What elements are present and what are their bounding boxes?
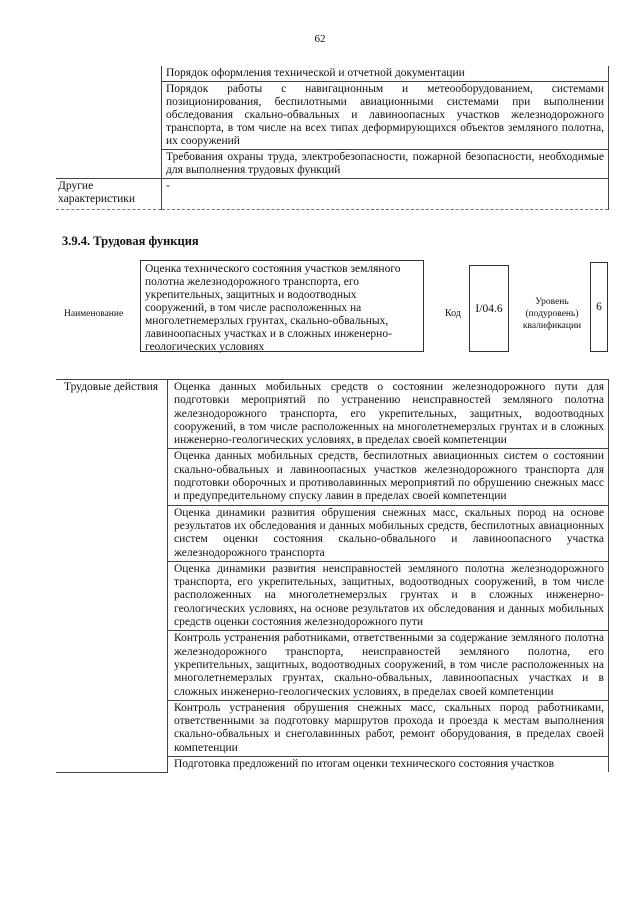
table-row — [56, 179, 609, 210]
labor-actions-label: Трудовые действия — [56, 380, 168, 773]
section-heading: 3.9.4. Трудовая функция — [62, 234, 199, 248]
labor-action-item: Оценка динамики развития неисправностей земляного полотна железнодорожного транспорта, его укрепительных, защитных, водоотводных сооружений, в том числе расположенных на многолетнемерзлых грунтах и в сложных инженерно-геологических условиях, на основе результатов их обследования и данных мобильных средств оценки состояния железнодорожного пути — [168, 561, 609, 630]
row-label — [56, 82, 162, 150]
other-characteristics-value: - — [162, 179, 609, 210]
table-row — [56, 82, 609, 150]
code-value: I/04.6 — [469, 265, 509, 352]
row-text: Порядок оформления технической и отчетной документации — [162, 66, 609, 82]
labor-action-item: Оценка данных мобильных средств, беспилотных авиационных систем о состоянии скально-обвальных и лавиноопасных участков железнодорожного транспорта для подготовки оборочных и противолавинных мероприятий по обрушению снежных масс и предупредительному спуску лавин в пределах своей компетенции — [168, 449, 609, 505]
other-characteristics-label: Другие характеристики — [56, 179, 162, 210]
page-number: 62 — [314, 33, 326, 45]
labor-actions-table — [56, 379, 609, 773]
code-label: Код — [445, 308, 461, 319]
labor-action-item: Оценка динамики развития обрушения снежных масс, скальных пород на основе результатов их обследования и данных мобильных средств, беспилотных авиационных систем оценки состояния скально-обвального и лавиноопасного участка железнодорожного транспорта — [168, 505, 609, 561]
row-label — [56, 150, 162, 179]
table-row — [56, 380, 609, 449]
level-label: Уровень (подуровень) квалификации — [522, 297, 582, 331]
knowledge-table — [56, 66, 609, 210]
table-row — [56, 66, 609, 82]
name-label: Наименование — [64, 309, 124, 319]
labor-action-item: Подготовка предложений по итогам оценки технического состояния участков — [168, 757, 609, 773]
table-row — [56, 150, 609, 179]
level-value: 6 — [590, 262, 608, 352]
function-name-box: Оценка технического состояния участков земляного полотна железнодорожного транспорта, его укрепительных, защитных и водоотводных сооружений, в том числе расположенных на многолетнемерзлых грунтах, скально-обвальных, лавиноопасных участках и в сложных инженерно-геологических условиях — [140, 260, 424, 352]
labor-action-item: Контроль устранения работниками, ответственными за содержание земляного полотна железнодорожного транспорта, неисправностей земляного полотна, его укрепительных, защитных, водоотводных сооружений, в том числе расположенных на многолетнемерзлых грунтах, скально-обвальных, лавиноопасных участках и в сложных инженерно-геологических условиях, в пределах своей компетенции — [168, 631, 609, 700]
row-label — [56, 66, 162, 82]
row-text: Требования охраны труда, электробезопасности, пожарной безопасности, необходимые для выполнения трудовых функций — [162, 150, 609, 179]
labor-action-item: Оценка данных мобильных средств о состоянии железнодорожного пути для подготовки мероприятий по устранению неисправностей земляного полотна железнодорожного транспорта, его укрепительных, защитных, водоотводных сооружений, в том числе расположенных на многолетнемерзлых грунтах и в сложных инженерно-геологических условиях, в пределах своей компетенции — [168, 380, 609, 449]
labor-action-item: Контроль устранения обрушения снежных масс, скальных пород работниками, ответственными за подготовку маршрутов прохода и проезда к местам выполнения скально-обвальных и снеголавинных работ, ремонт оборудования, в пределах своей компетенции — [168, 700, 609, 756]
row-text: Порядок работы с навигационным и метеооборудованием, системами позиционирования, беспилотными авиационными системами при выполнении обследования скально-обвальных и лавиноопасных участков железнодорожного транспорта, в том числе на всех типах деформирующихся объектов земляного полотна, их сооружений — [162, 82, 609, 150]
